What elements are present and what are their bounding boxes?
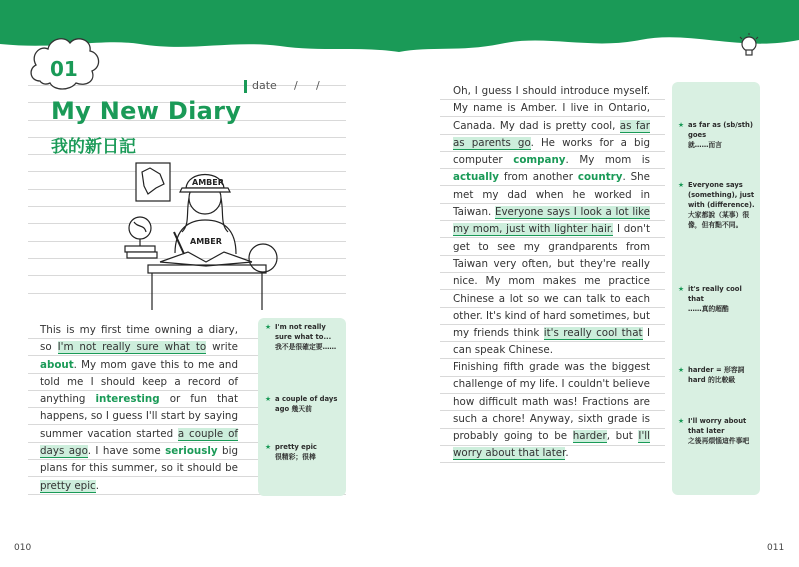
text-span: or fun that happens, so I guess I'll start by saying summer vacation started — [40, 393, 238, 440]
text-span: . I have some — [87, 445, 166, 458]
phrase-highlight: harder — [572, 430, 607, 443]
note-en: as far as (sb/sth) goes — [688, 121, 753, 139]
note-zh: 就……而言 — [688, 141, 722, 149]
text-span: . She met my dad when he worked in Taiwan. — [453, 171, 650, 219]
date-slash: / — [294, 79, 298, 92]
vocab-note — [678, 284, 756, 314]
keyword-highlight: actually — [453, 171, 500, 184]
star-icon: ★ — [678, 181, 685, 189]
note-zh: 之後再煩惱這件事吧 — [688, 437, 750, 445]
note-zh: 我不是很確定要…… — [275, 343, 337, 351]
star-icon: ★ — [678, 417, 685, 425]
page-number-right: 011 — [767, 543, 785, 553]
shirt-text: AMBER — [190, 237, 222, 246]
girl-writing-diary-illustration — [120, 158, 285, 313]
text-span: This is my first time owning a diary, so — [40, 324, 238, 354]
star-icon: ★ — [678, 121, 685, 129]
text-span: from another — [499, 171, 578, 184]
phrase-highlight: a couple of days ago — [40, 427, 239, 458]
date-label: date — [252, 79, 277, 92]
text-span: write — [206, 341, 238, 354]
vocab-note — [265, 442, 343, 462]
text-span: . My mom is — [565, 154, 650, 167]
vocab-note — [265, 394, 343, 414]
text-span: . My mom gave this to me and told me I should keep a record of anything — [40, 358, 238, 406]
star-icon: ★ — [265, 395, 272, 403]
right-diary-paragraph-1 — [453, 83, 650, 360]
text-span: . — [565, 447, 569, 460]
phrase-highlight: Everyone says I look a lot like my mom, just with lighter hair. — [453, 206, 650, 236]
text-span: . He works for a big computer — [453, 136, 650, 167]
phrase-highlight: as far as parents go — [453, 119, 650, 149]
page-number-left: 010 — [14, 543, 32, 553]
star-icon: ★ — [265, 323, 272, 331]
page-title-chinese: 我的新日記 — [51, 137, 136, 157]
phrase-highlight: pretty epic — [40, 479, 96, 492]
vocab-note — [678, 180, 756, 230]
keyword-highlight: seriously — [165, 445, 218, 458]
vocab-note — [678, 365, 756, 385]
star-icon: ★ — [265, 443, 272, 451]
cap-text: AMBER — [192, 178, 224, 187]
note-en: I'll worry about that later — [688, 417, 747, 435]
note-en: pretty epic — [275, 443, 317, 451]
header-wave — [0, 0, 799, 60]
text-span: , but — [606, 430, 639, 443]
note-en: a couple of days ago 幾天前 — [275, 395, 338, 413]
text-span: I can speak Chinese. — [453, 327, 650, 357]
vocab-note — [678, 120, 756, 150]
note-zh: 大家都說（某事）很像，但有點不同。 — [688, 211, 750, 229]
left-diary-paragraph — [40, 322, 238, 495]
text-span: Oh, I guess I should introduce myself. My name is Amber. I live in Ontario, Canada. My dad is pretty cool, — [453, 85, 650, 132]
date-slash: / — [316, 79, 320, 92]
phrase-highlight: I'm not really sure what to — [57, 341, 207, 354]
lightbulb-icon — [737, 31, 761, 63]
vocab-note — [265, 322, 343, 352]
date-accent-bar — [244, 80, 247, 93]
note-en: Everyone says (something), just with (difference). — [688, 181, 755, 209]
text-span: . — [95, 479, 99, 492]
page-title: My New Diary — [51, 97, 242, 125]
right-diary-paragraph-2 — [453, 359, 650, 463]
note-en: harder = 形容詞 hard 的比較級 — [688, 366, 745, 384]
text-span: Finishing fifth grade was the biggest challenge of my life. I couldn't believe how difficult math was! Fractions are such a chore! Anyway, sixth grade is probably going to be — [453, 361, 650, 443]
note-zh: ……真的超酷 — [688, 305, 729, 313]
star-icon: ★ — [678, 366, 685, 374]
star-icon: ★ — [678, 285, 685, 293]
text-span: I don't get to see my grandparents from Taiwan very often, but they're really nice. My mom makes me practice Chinese a lot so we can talk to each other. It's kind of hard sometimes, but my friends think — [453, 223, 650, 340]
note-zh: 很精彩；很棒 — [275, 453, 316, 461]
text-span: big plans for this summer, so it should be — [40, 445, 238, 475]
note-en: I'm not really sure what to... — [275, 323, 332, 341]
keyword-highlight: about — [40, 358, 74, 371]
keyword-highlight: interesting — [95, 393, 160, 406]
phrase-highlight: I'll worry about that later — [453, 430, 650, 460]
keyword-highlight: country — [577, 171, 623, 184]
note-en: it's really cool that — [688, 285, 742, 303]
keyword-highlight: company — [513, 154, 566, 167]
phrase-highlight: it's really cool that — [543, 327, 643, 340]
vocab-note — [678, 416, 756, 446]
lesson-number: 01 — [50, 57, 78, 81]
